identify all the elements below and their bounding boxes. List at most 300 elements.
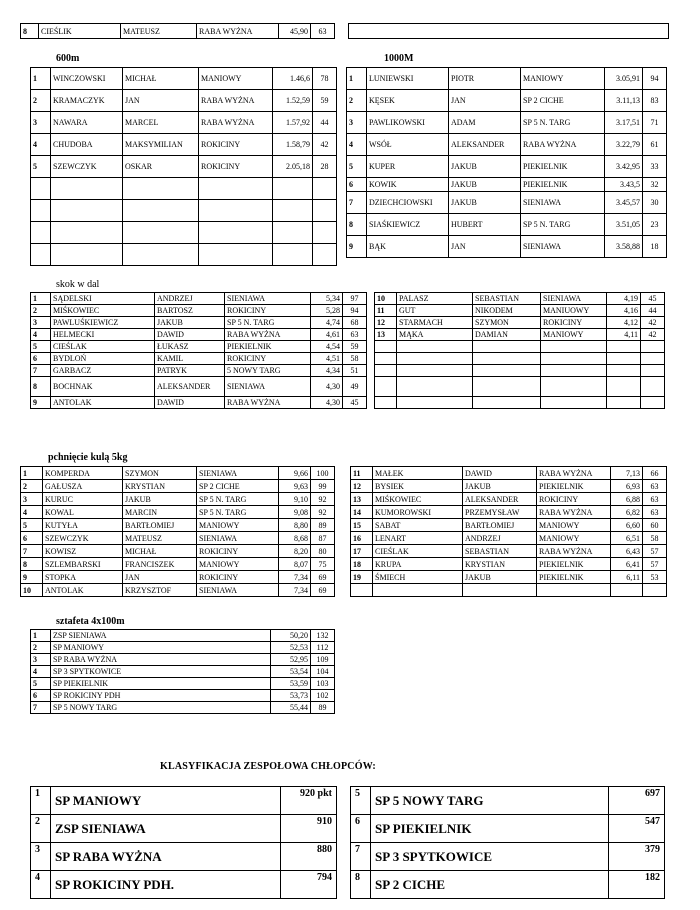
name-cell: SEBASTIAN: [473, 293, 541, 305]
name-cell: ANDRZEJ: [155, 293, 225, 305]
surname-cell: KURUC: [43, 493, 123, 506]
place-cell: 9: [21, 571, 43, 584]
club-cell: SP 5 N. TARG: [521, 214, 605, 236]
result-cell: 4,16: [607, 305, 641, 317]
name-cell: SZYMON: [473, 317, 541, 329]
points-cell: 109: [311, 654, 335, 666]
points-cell: 94: [643, 68, 667, 90]
place-cell: 9: [347, 236, 367, 258]
surname-cell: ŚMIECH: [373, 571, 463, 584]
name-cell: [463, 584, 537, 597]
table-row: [21, 24, 335, 39]
result-cell: 1.57,92: [273, 112, 313, 134]
points-cell: 58: [643, 532, 667, 545]
place-cell: 11: [375, 305, 397, 317]
name-cell: JAKUB: [463, 480, 537, 493]
points-cell: 87: [311, 532, 335, 545]
surname-cell: SZLEMBARSKI: [43, 558, 123, 571]
result-cell: 4,51: [311, 353, 343, 365]
place-cell: 5: [31, 341, 51, 353]
name-cell: ALEKSANDER: [155, 377, 225, 397]
name-cell: JAKUB: [449, 156, 521, 178]
surname-cell: LUNIEWSKI: [367, 68, 449, 90]
longjump-left-table: [30, 292, 367, 409]
table-row: [375, 341, 665, 353]
result-cell: 53,73: [271, 690, 311, 702]
result-cell: 1.46,6: [273, 68, 313, 90]
table-row: [21, 545, 335, 558]
table-row: [347, 156, 667, 178]
points-cell: 910: [281, 815, 337, 843]
team-cell: ZSP SIENIAWA: [51, 630, 271, 642]
place-cell: 11: [351, 467, 373, 480]
points-cell: 51: [343, 365, 367, 377]
result-cell: [607, 365, 641, 377]
points-cell: [641, 397, 665, 409]
surname-cell: KOWIK: [367, 178, 449, 192]
points-cell: [641, 365, 665, 377]
surname-cell: KOMPERDA: [43, 467, 123, 480]
points-cell: 697: [609, 787, 665, 815]
name-cell: JAN: [449, 90, 521, 112]
name-cell: PATRYK: [155, 365, 225, 377]
result-cell: [273, 244, 313, 266]
club-cell: RABA WYŻNA: [199, 112, 273, 134]
surname-cell: SZEWCZYK: [43, 532, 123, 545]
club-cell: ROKICINY: [199, 156, 273, 178]
place-cell: 4: [31, 666, 51, 678]
name-cell: ALEKSANDER: [449, 134, 521, 156]
name-cell: [473, 341, 541, 353]
result-cell: 6,82: [611, 506, 643, 519]
table-row: [347, 214, 667, 236]
place-cell: [31, 200, 51, 222]
table-row: [31, 222, 337, 244]
team-classification-title: KLASYFIKACJA ZESPOŁOWA CHŁOPCÓW:: [160, 761, 376, 772]
table-row: [31, 244, 337, 266]
points-cell: 69: [311, 571, 335, 584]
points-cell: 57: [643, 558, 667, 571]
points-cell: 63: [643, 493, 667, 506]
result-cell: 3.43,5: [605, 178, 643, 192]
points-cell: 23: [643, 214, 667, 236]
place-cell: 2: [31, 815, 51, 843]
place-cell: 5: [31, 678, 51, 690]
name-cell: JAKUB: [463, 571, 537, 584]
surname-cell: PAWLUŚKIEWICZ: [51, 317, 155, 329]
result-cell: 2.05,18: [273, 156, 313, 178]
place-cell: 8: [31, 377, 51, 397]
surname-cell: BĄK: [367, 236, 449, 258]
club-cell: RABA WYŻNA: [197, 24, 279, 39]
points-cell: 71: [643, 112, 667, 134]
team-cell: SP 3 SPYTKOWICE: [51, 666, 271, 678]
points-cell: 30: [643, 192, 667, 214]
place-cell: 4: [347, 134, 367, 156]
surname-cell: GUT: [397, 305, 473, 317]
table-row: [21, 558, 335, 571]
club-cell: PIEKIELNIK: [537, 571, 611, 584]
place-cell: [375, 341, 397, 353]
club-cell: [199, 200, 273, 222]
points-cell: 132: [311, 630, 335, 642]
club-cell: MANIOWY: [537, 532, 611, 545]
table-row: [375, 293, 665, 305]
table-row: [21, 571, 335, 584]
points-cell: [313, 244, 337, 266]
points-cell: [313, 222, 337, 244]
m600-title: 600m: [56, 53, 80, 64]
table-row: [31, 678, 335, 690]
name-cell: NIKODEM: [473, 305, 541, 317]
points-cell: 920 pkt: [281, 787, 337, 815]
name-cell: JAKUB: [449, 192, 521, 214]
surname-cell: [397, 341, 473, 353]
place-cell: 4: [21, 506, 43, 519]
place-cell: 3: [347, 112, 367, 134]
result-cell: [273, 222, 313, 244]
result-cell: 5,34: [311, 293, 343, 305]
surname-cell: BOCHNAK: [51, 377, 155, 397]
surname-cell: [51, 178, 123, 200]
longjump-title: skok w dal: [56, 279, 100, 290]
result-cell: 4,34: [311, 365, 343, 377]
place-cell: [351, 584, 373, 597]
table-row: [351, 558, 667, 571]
club-cell: RABA WYŻNA: [225, 397, 311, 409]
surname-cell: KRUPA: [373, 558, 463, 571]
place-cell: 3: [21, 493, 43, 506]
team-cell: SP PIEKIELNIK: [51, 678, 271, 690]
surname-cell: STOPKA: [43, 571, 123, 584]
result-cell: 7,34: [279, 584, 311, 597]
name-cell: MICHAŁ: [123, 545, 197, 558]
points-cell: 75: [311, 558, 335, 571]
points-cell: 63: [343, 329, 367, 341]
place-cell: 5: [347, 156, 367, 178]
table-row: [31, 787, 337, 815]
points-cell: 28: [313, 156, 337, 178]
surname-cell: KOWISZ: [43, 545, 123, 558]
table-row: [31, 871, 337, 899]
name-cell: JAKUB: [155, 317, 225, 329]
team-cell: SP RABA WYŻNA: [51, 843, 281, 871]
place-cell: 8: [21, 558, 43, 571]
place-cell: 1: [31, 630, 51, 642]
team-left-table: [30, 786, 337, 899]
club-cell: [541, 397, 607, 409]
result-cell: 9,63: [279, 480, 311, 493]
result-cell: [273, 178, 313, 200]
surname-cell: STARMACH: [397, 317, 473, 329]
place-cell: [31, 244, 51, 266]
surname-cell: MAŁEK: [373, 467, 463, 480]
club-cell: RABA WYŻNA: [521, 134, 605, 156]
points-cell: 97: [343, 293, 367, 305]
team-cell: SP ROKICINY PDH.: [51, 871, 281, 899]
club-cell: ROKICINY: [225, 305, 311, 317]
name-cell: DAWID: [155, 329, 225, 341]
surname-cell: MĄKA: [397, 329, 473, 341]
result-cell: 6,43: [611, 545, 643, 558]
club-cell: ROKICINY: [225, 353, 311, 365]
table-row: [31, 843, 337, 871]
place-cell: 14: [351, 506, 373, 519]
team-cell: SP ROKICINY PDH: [51, 690, 271, 702]
points-cell: 112: [311, 642, 335, 654]
surname-cell: ANTOLAK: [43, 584, 123, 597]
result-cell: 8,80: [279, 519, 311, 532]
team-cell: SP MANIOWY: [51, 642, 271, 654]
result-cell: 6,88: [611, 493, 643, 506]
points-cell: 60: [643, 519, 667, 532]
place-cell: 7: [347, 192, 367, 214]
table-row: [31, 397, 367, 409]
table-row: [351, 843, 665, 871]
table-row: [347, 68, 667, 90]
table-row: [21, 493, 335, 506]
surname-cell: [397, 353, 473, 365]
place-cell: 16: [351, 532, 373, 545]
surname-cell: KRAMACZYK: [51, 90, 123, 112]
place-cell: 3: [31, 843, 51, 871]
table-row: [31, 112, 337, 134]
club-cell: ROKICINY: [197, 545, 279, 558]
points-cell: 89: [311, 702, 335, 714]
result-cell: 45,90: [279, 24, 311, 39]
club-cell: ROKICINY: [199, 134, 273, 156]
club-cell: RABA WYŻNA: [537, 545, 611, 558]
points-cell: 53: [643, 571, 667, 584]
club-cell: [199, 178, 273, 200]
place-cell: 7: [31, 702, 51, 714]
surname-cell: CHUDOBA: [51, 134, 123, 156]
points-cell: 379: [609, 843, 665, 871]
place-cell: 9: [31, 397, 51, 409]
table-row: [31, 815, 337, 843]
points-cell: 33: [643, 156, 667, 178]
place-cell: 7: [31, 365, 51, 377]
points-cell: 18: [643, 236, 667, 258]
table-row: [351, 506, 667, 519]
points-cell: [641, 341, 665, 353]
result-cell: [273, 200, 313, 222]
points-cell: 66: [643, 467, 667, 480]
result-cell: 52,53: [271, 642, 311, 654]
club-cell: SIENIAWA: [197, 584, 279, 597]
points-cell: 42: [641, 329, 665, 341]
name-cell: [123, 200, 199, 222]
place-cell: 2: [347, 90, 367, 112]
result-cell: 4,12: [607, 317, 641, 329]
table-row: [21, 532, 335, 545]
name-cell: DAMIAN: [473, 329, 541, 341]
club-cell: RABA WYŻNA: [225, 329, 311, 341]
m1000-table: [346, 67, 667, 258]
club-cell: PIEKIELNIK: [521, 156, 605, 178]
result-cell: 3.11,13: [605, 90, 643, 112]
points-cell: 102: [311, 690, 335, 702]
table-row: [375, 397, 665, 409]
surname-cell: SIAŚKIEWICZ: [367, 214, 449, 236]
surname-cell: KUPER: [367, 156, 449, 178]
team-cell: SP PIEKIELNIK: [371, 815, 609, 843]
place-cell: 7: [351, 843, 371, 871]
points-cell: 547: [609, 815, 665, 843]
place-cell: 10: [21, 584, 43, 597]
result-cell: 9,10: [279, 493, 311, 506]
table-row: [351, 519, 667, 532]
points-cell: 59: [343, 341, 367, 353]
place-cell: [375, 353, 397, 365]
surname-cell: SZEWCZYK: [51, 156, 123, 178]
surname-cell: KOWAL: [43, 506, 123, 519]
name-cell: [473, 377, 541, 397]
surname-cell: SĄDELSKI: [51, 293, 155, 305]
club-cell: SP 5 N. TARG: [521, 112, 605, 134]
surname-cell: [397, 365, 473, 377]
table-row: [31, 200, 337, 222]
club-cell: SP 5 N. TARG: [197, 506, 279, 519]
name-cell: MICHAŁ: [123, 68, 199, 90]
points-cell: 49: [343, 377, 367, 397]
club-cell: MANIOWY: [197, 519, 279, 532]
result-cell: 9,66: [279, 467, 311, 480]
club-cell: SIENIAWA: [541, 293, 607, 305]
club-cell: ROKICINY: [541, 317, 607, 329]
table-row: [31, 305, 367, 317]
place-cell: 6: [31, 690, 51, 702]
table-row: [31, 178, 337, 200]
surname-cell: LENART: [373, 532, 463, 545]
name-cell: JAKUB: [123, 493, 197, 506]
place-cell: 5: [351, 787, 371, 815]
points-cell: 92: [311, 493, 335, 506]
table-row: [21, 584, 335, 597]
team-cell: SP 2 CICHE: [371, 871, 609, 899]
place-cell: 6: [21, 532, 43, 545]
table-row: [31, 630, 335, 642]
table-row: [31, 341, 367, 353]
name-cell: MARCEL: [123, 112, 199, 134]
longjump-right-table: [374, 292, 665, 409]
surname-cell: KUMOROWSKI: [373, 506, 463, 519]
name-cell: ANDRZEJ: [463, 532, 537, 545]
result-cell: [607, 341, 641, 353]
place-cell: 6: [347, 178, 367, 192]
result-cell: 3.45,57: [605, 192, 643, 214]
surname-cell: KĘSEK: [367, 90, 449, 112]
points-cell: 45: [343, 397, 367, 409]
relay-table: [30, 629, 335, 714]
name-cell: MARCIN: [123, 506, 197, 519]
points-cell: [641, 377, 665, 397]
surname-cell: [373, 584, 463, 597]
name-cell: KAMIL: [155, 353, 225, 365]
team-cell: SP 3 SPYTKOWICE: [371, 843, 609, 871]
surname-cell: CIEŚLIK: [39, 24, 121, 39]
place-cell: [375, 365, 397, 377]
result-cell: 3.17,51: [605, 112, 643, 134]
shotput-left-table: [20, 466, 335, 597]
surname-cell: ANTOLAK: [51, 397, 155, 409]
table-row: [31, 156, 337, 178]
result-cell: 4,74: [311, 317, 343, 329]
result-cell: 6,11: [611, 571, 643, 584]
result-cell: 3.58,88: [605, 236, 643, 258]
name-cell: [123, 222, 199, 244]
points-cell: 89: [311, 519, 335, 532]
table-row: [21, 506, 335, 519]
name-cell: HUBERT: [449, 214, 521, 236]
place-cell: 3: [31, 112, 51, 134]
points-cell: [641, 353, 665, 365]
name-cell: [123, 178, 199, 200]
club-cell: SIENIAWA: [225, 293, 311, 305]
club-cell: MANIOWY: [197, 558, 279, 571]
table-row: [31, 702, 335, 714]
place-cell: 2: [31, 305, 51, 317]
name-cell: [473, 353, 541, 365]
place-cell: 8: [347, 214, 367, 236]
place-cell: 4: [31, 871, 51, 899]
place-cell: 1: [347, 68, 367, 90]
table-row: [347, 90, 667, 112]
result-cell: 9,08: [279, 506, 311, 519]
m1000-title: 1000M: [384, 53, 414, 64]
points-cell: 63: [311, 24, 335, 39]
result-cell: 8,68: [279, 532, 311, 545]
name-cell: JAN: [449, 236, 521, 258]
points-cell: 103: [311, 678, 335, 690]
team-cell: SP 5 NOWY TARG: [371, 787, 609, 815]
table-row: [31, 134, 337, 156]
name-cell: KRYSTIAN: [463, 558, 537, 571]
team-cell: SP 5 NOWY TARG: [51, 702, 271, 714]
table-row: [351, 871, 665, 899]
result-cell: 3.51,05: [605, 214, 643, 236]
table-row: [351, 571, 667, 584]
top-result-table: [20, 23, 335, 39]
club-cell: SP 5 N. TARG: [197, 493, 279, 506]
club-cell: MANIOWY: [199, 68, 273, 90]
table-row: [31, 329, 367, 341]
result-cell: 4,61: [311, 329, 343, 341]
result-cell: [607, 377, 641, 397]
club-cell: SP 2 CICHE: [521, 90, 605, 112]
place-cell: [31, 222, 51, 244]
place-cell: 8: [21, 24, 39, 39]
surname-cell: HELMECKI: [51, 329, 155, 341]
name-cell: [473, 397, 541, 409]
place-cell: [375, 397, 397, 409]
empty-cell: [349, 24, 669, 39]
club-cell: ROKICINY: [197, 571, 279, 584]
name-cell: BARTŁOMIEJ: [463, 519, 537, 532]
points-cell: 45: [641, 293, 665, 305]
place-cell: 2: [31, 642, 51, 654]
result-cell: 6,51: [611, 532, 643, 545]
table-row: [31, 365, 367, 377]
table-row: [21, 519, 335, 532]
surname-cell: CIEŚLAK: [373, 545, 463, 558]
points-cell: 42: [641, 317, 665, 329]
table-row: [347, 112, 667, 134]
place-cell: [31, 178, 51, 200]
team-cell: SP MANIOWY: [51, 787, 281, 815]
name-cell: [473, 365, 541, 377]
table-row: [351, 532, 667, 545]
